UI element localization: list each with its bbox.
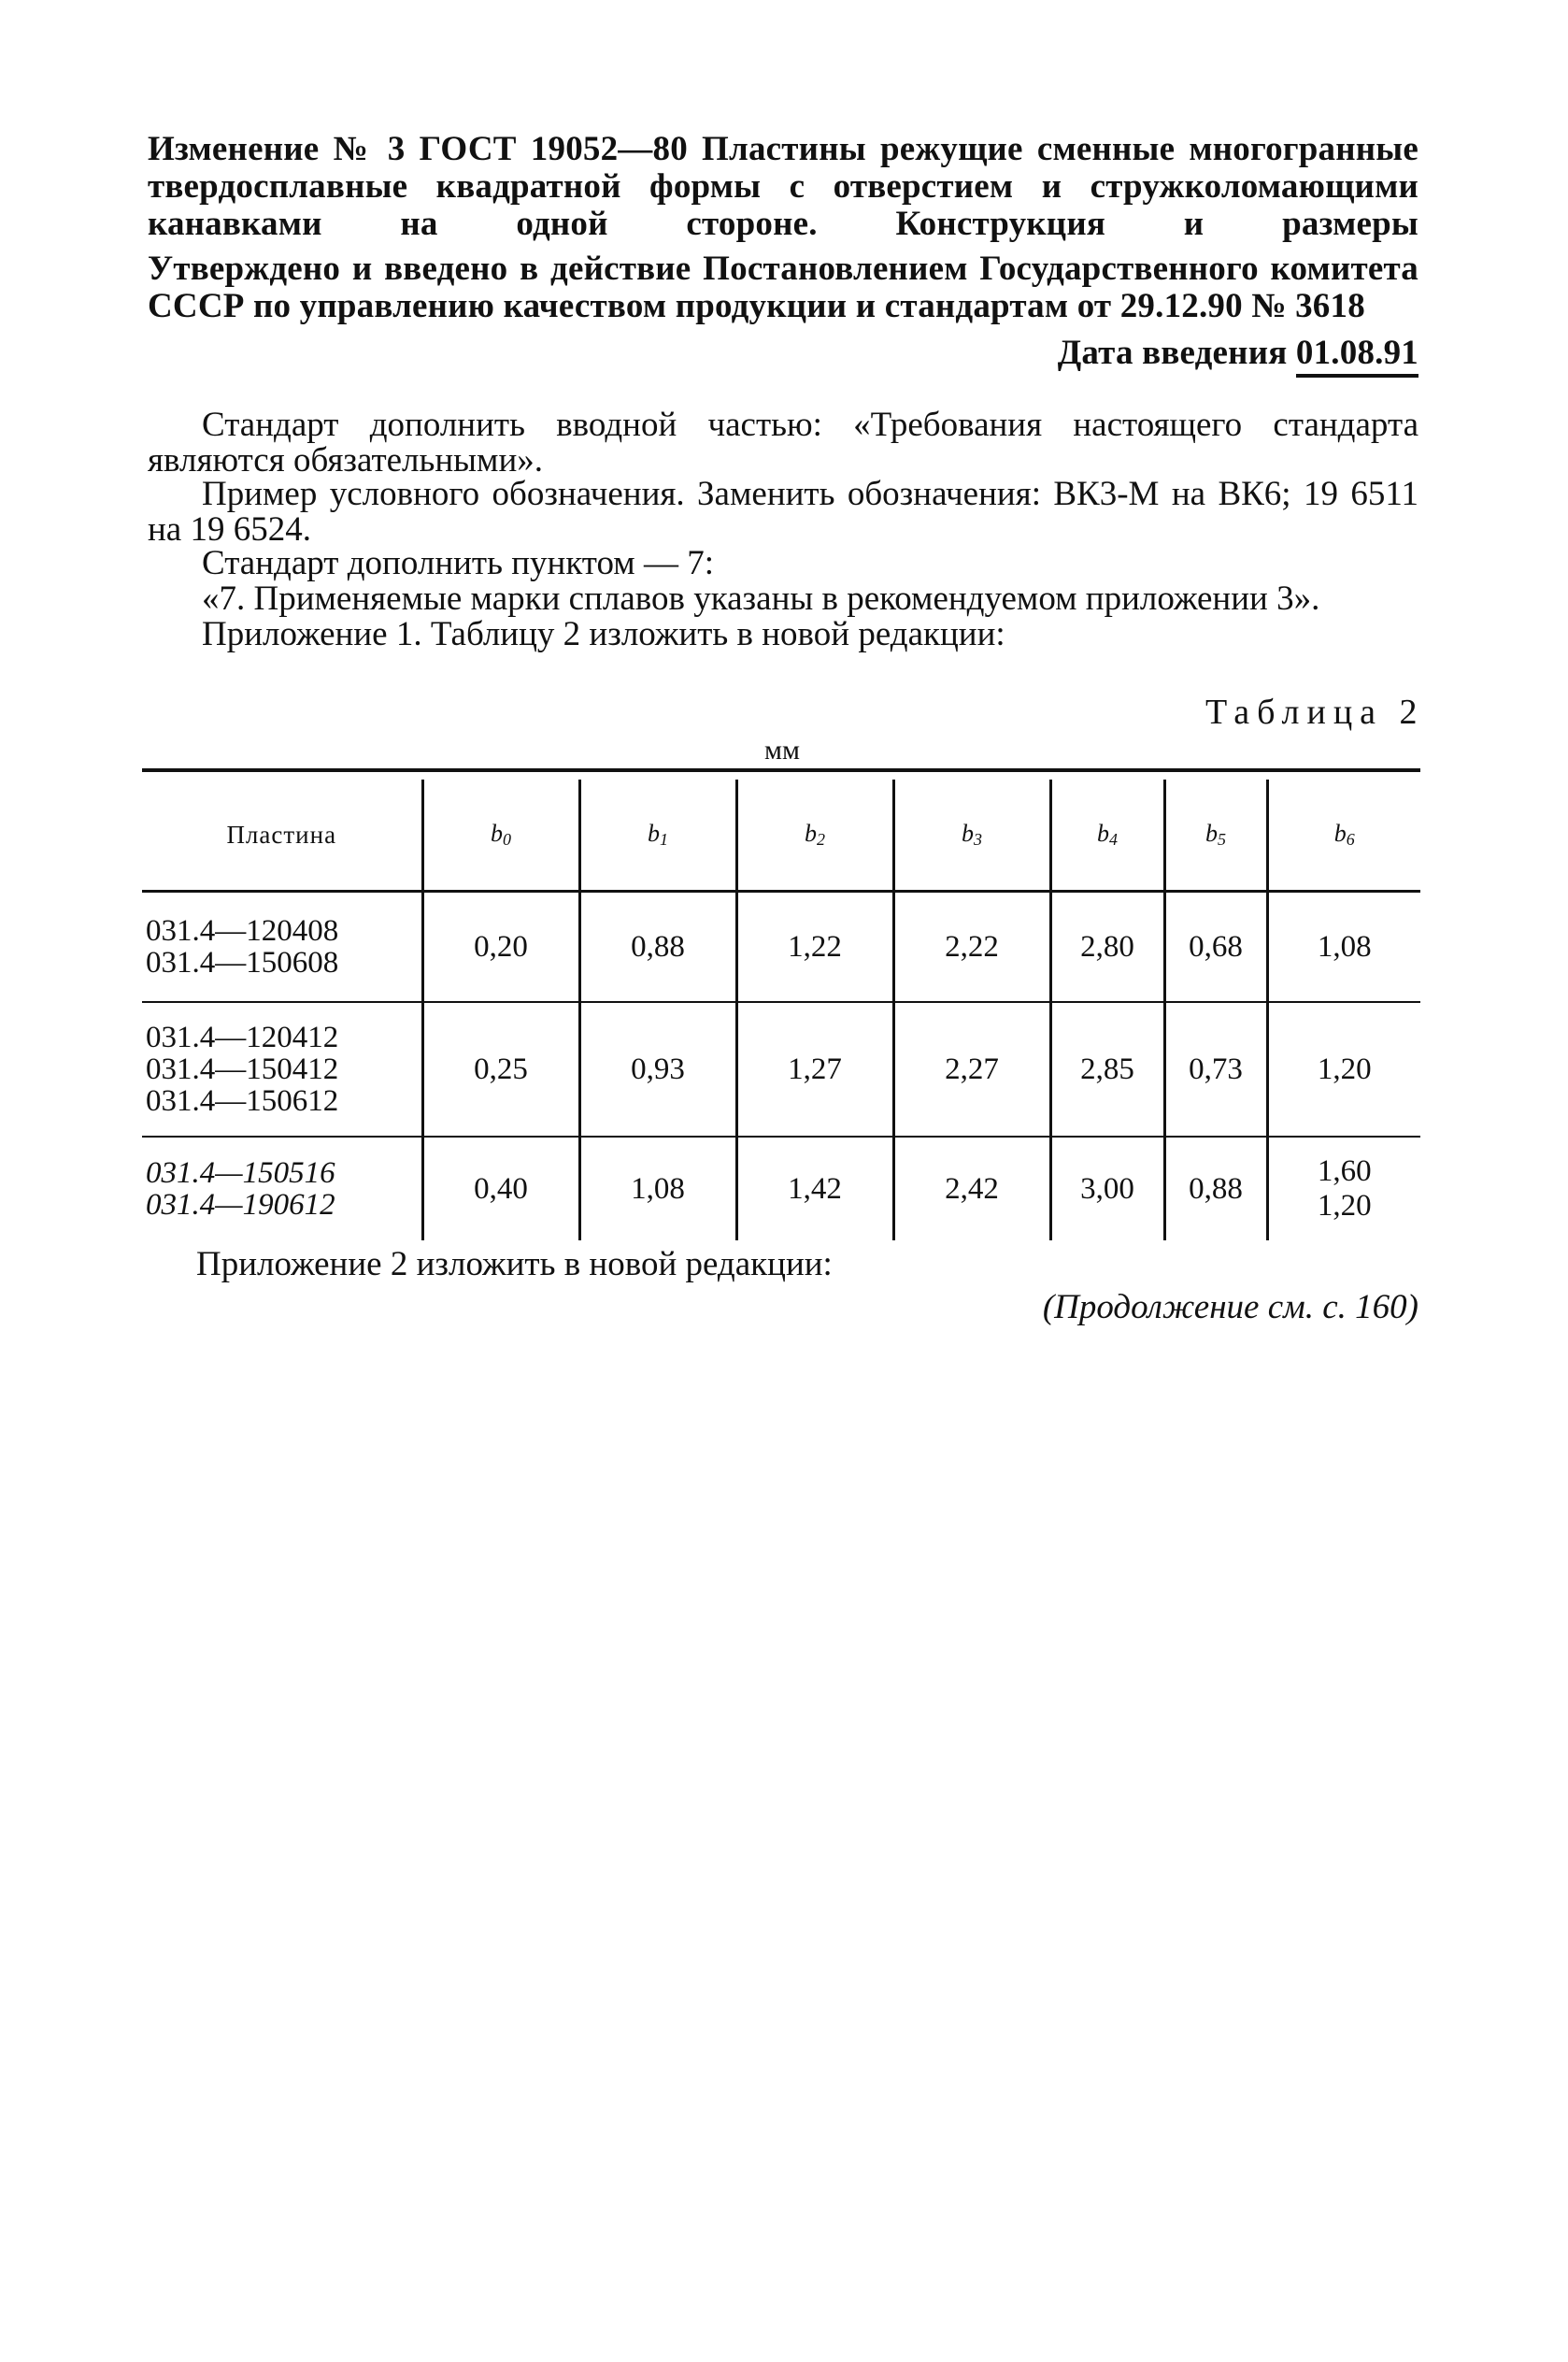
value-b3: 2,42 [893, 1137, 1050, 1240]
header-b3-letter: b [962, 820, 974, 847]
value-b1: 1,08 [579, 1137, 736, 1240]
table-row [142, 1002, 1420, 1137]
paragraph-item7 [148, 546, 1418, 581]
table-units: мм [764, 735, 800, 766]
header-b3-sub: 3 [974, 830, 982, 849]
paragraph-intro-text: Стандарт дополнить вводной частью: «Требования настоящего стандарта являются обязательными». [148, 406, 1418, 480]
value-b5: 0,88 [1164, 1137, 1267, 1240]
effective-date-label: Дата введения [1057, 334, 1288, 372]
header-b1 [579, 780, 736, 892]
paragraph-appendix2-text: Приложение 2 изложить в новой редакции: [196, 1245, 833, 1283]
amendment-title-text: Изменение № 3 ГОСТ 19052—80 Пластины режущие сменные многогранные твердосплавные квадратной формы с отверстием и стружколомающими канавками на одной стороне. Конструкция и размеры [148, 130, 1418, 243]
value-b3: 2,27 [893, 1002, 1050, 1137]
header-plate: Пластина [142, 780, 422, 892]
header-b6-letter: b [1333, 820, 1347, 847]
value-b4: 3,00 [1050, 1137, 1164, 1240]
value-b4: 2,80 [1050, 892, 1164, 1003]
plate-designation: 031.4—120408 [146, 914, 339, 948]
header-b4-letter: b [1097, 820, 1109, 847]
value-b6: 1,08 [1267, 892, 1420, 1003]
effective-date [148, 335, 1418, 378]
effective-date-value: 01.08.91 [1296, 335, 1418, 378]
plate-cell [142, 1002, 422, 1137]
paragraph-item7-text: Стандарт дополнить пунктом — 7: [202, 544, 714, 582]
header-b1-letter: b [648, 820, 660, 847]
plate-designation: 031.4—150412 [146, 1052, 339, 1086]
value-b0: 0,25 [422, 1002, 579, 1137]
value-b6 [1267, 1137, 1420, 1240]
header-b4-sub: 4 [1109, 830, 1118, 849]
continuation-note [148, 1290, 1418, 1325]
value-b6: 1,20 [1267, 1002, 1420, 1137]
header-b6 [1267, 780, 1420, 892]
amendment-title [148, 131, 1418, 243]
value-b0: 0,40 [422, 1137, 579, 1240]
plate-designation: 031.4—150516 [146, 1156, 335, 1190]
value-b5: 0,68 [1164, 892, 1267, 1003]
header-b0-letter: b [491, 820, 503, 847]
paragraph-intro [148, 408, 1418, 479]
paragraph-appendix1 [148, 617, 1418, 652]
plate-cell [142, 1137, 422, 1240]
value-b0: 0,20 [422, 892, 579, 1003]
header-b5-sub: 5 [1218, 830, 1226, 849]
table-top-rule [142, 768, 1420, 772]
header-b3 [893, 780, 1050, 892]
plate-designation: 031.4—190612 [146, 1188, 335, 1222]
plate-cell [142, 892, 422, 1003]
value-b6-line: 1,60 [1317, 1154, 1372, 1188]
header-b6-sub: 6 [1346, 830, 1355, 849]
table-header-row [142, 780, 1420, 892]
value-b5: 0,73 [1164, 1002, 1267, 1137]
table-row [142, 1137, 1420, 1240]
header-b2-letter: b [805, 820, 817, 847]
value-b3: 2,22 [893, 892, 1050, 1003]
value-b2: 1,27 [736, 1002, 893, 1137]
value-b1: 0,93 [579, 1002, 736, 1137]
value-b4: 2,85 [1050, 1002, 1164, 1137]
plate-designation: 031.4—150608 [146, 946, 339, 980]
paragraph-designation-text: Пример условного обозначения. Заменить обозначения: ВК3-М на ВК6; 19 6511 на 19 6524. [148, 475, 1418, 549]
header-b0-sub: 0 [503, 830, 511, 849]
dimension-table-grid [142, 780, 1420, 1240]
paragraph-appendix1-text: Приложение 1. Таблицу 2 изложить в новой редакции: [202, 615, 1005, 653]
approval-statement [148, 251, 1418, 325]
table-row [142, 892, 1420, 1003]
header-b0 [422, 780, 579, 892]
table-caption: Таблица 2 [1205, 693, 1425, 732]
value-b2: 1,42 [736, 1137, 893, 1240]
paragraph-item7-content-text: «7. Применяемые марки сплавов указаны в рекомендуемом приложении 3». [202, 580, 1320, 618]
value-b1: 0,88 [579, 892, 736, 1003]
header-b2-sub: 2 [817, 830, 825, 849]
value-b6-line: 1,20 [1317, 1189, 1372, 1223]
plate-designation: 031.4—150612 [146, 1084, 339, 1118]
header-b4 [1050, 780, 1164, 892]
header-b5 [1164, 780, 1267, 892]
plate-designation: 031.4—120412 [146, 1021, 339, 1054]
paragraph-item7-content [148, 581, 1418, 617]
paragraph-appendix2 [196, 1247, 1467, 1282]
continuation-note-text: (Продолжение см. с. 160) [1042, 1288, 1418, 1326]
header-b1-sub: 1 [660, 830, 668, 849]
approval-text: Утверждено и введено в действие Постановлением Государственного комитета СССР по управлению качеством продукции и стандартам от 29.12.90 № 3618 [148, 250, 1418, 325]
header-b2 [736, 780, 893, 892]
header-b5-letter: b [1205, 820, 1218, 847]
value-b2: 1,22 [736, 892, 893, 1003]
paragraph-designation [148, 477, 1418, 548]
